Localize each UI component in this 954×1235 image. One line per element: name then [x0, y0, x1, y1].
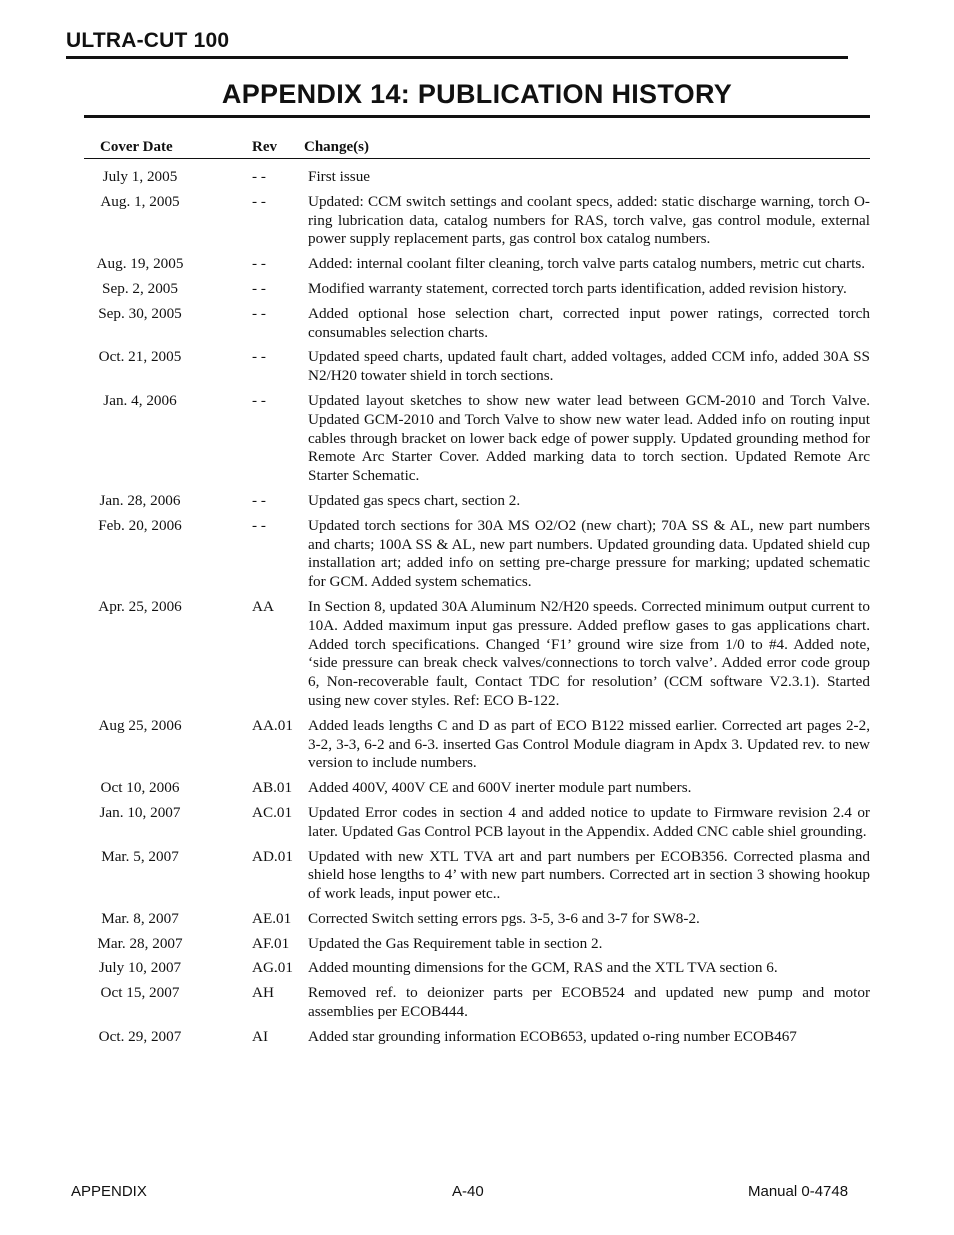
changes-cell: Added optional hose selection chart, corrected input power ratings, corrected torch consumables selection charts.: [308, 304, 870, 341]
rev-cell: - -: [252, 391, 266, 409]
rev-cell: - -: [252, 192, 266, 210]
rev-cell: - -: [252, 516, 266, 534]
table-row: [84, 935, 870, 954]
changes-cell: Updated speed charts, updated fault chart, added voltages, added CCM info, added 30A SS N2/H20 towater shield in torch sections.: [308, 348, 870, 385]
table-row: [84, 193, 870, 249]
rev-cell: - -: [252, 304, 266, 322]
table-row: [84, 959, 870, 978]
cover-date-cell: Oct. 29, 2007: [98, 1027, 182, 1045]
running-header-title: ULTRA-CUT 100: [66, 29, 230, 52]
publication-history-table: [84, 168, 870, 1053]
page-title: APPENDIX 14: PUBLICATION HISTORY: [221, 79, 733, 109]
cover-date-cell: Sep. 30, 2005: [98, 304, 182, 322]
changes-cell: Updated: CCM switch settings and coolant specs, added: static discharge warning, torch O-ring lubrication data, catalog numbers for RAS, torch valve, gas control module, external power supply replacement parts, gas control box catalog numbers.: [308, 192, 870, 248]
changes-cell: Updated Error codes in section 4 and added notice to update to Firmware revision 2.4 or later. Updated Gas Control PCB layout in the Appendix. Added CNC cable shiel grounding.: [308, 803, 870, 840]
table-row: [84, 280, 870, 299]
changes-cell: Modified warranty statement, corrected torch parts identification, added revision history.: [308, 279, 847, 297]
rev-cell: AD.01: [252, 847, 293, 865]
cover-date-cell: Aug. 19, 2005: [96, 255, 184, 273]
table-row: [84, 984, 870, 1022]
table-row: [84, 779, 870, 798]
footer-section: APPENDIX: [71, 1183, 147, 1200]
rev-cell: AG.01: [252, 959, 293, 977]
rev-cell: - -: [252, 491, 266, 509]
rev-cell: AI: [252, 1027, 269, 1045]
rev-cell: AB.01: [252, 779, 293, 797]
cover-date-cell: Sep. 2, 2005: [102, 279, 178, 297]
footer-manual-number: Manual 0-4748: [748, 1183, 849, 1200]
rev-cell: - -: [252, 279, 266, 297]
table-row: [84, 255, 870, 274]
rev-cell: AE.01: [252, 909, 292, 927]
cover-date-cell: Mar. 5, 2007: [101, 847, 179, 865]
rev-cell: AF.01: [252, 934, 290, 952]
changes-cell: Updated the Gas Requirement table in section 2.: [308, 934, 603, 952]
table-row: [84, 717, 870, 773]
table-row: [84, 848, 870, 904]
changes-cell: Added: internal coolant filter cleaning, torch valve parts catalog numbers, metric cut charts.: [308, 255, 866, 273]
cover-date-cell: Oct. 21, 2005: [98, 348, 182, 366]
changes-cell: Updated with new XTL TVA art and part numbers per ECOB356. Corrected plasma and shield hose lengths to 4’ with new part numbers. Corrected art in section 3 showing hookup of work leads, input power etc..: [308, 847, 870, 903]
column-header-cover-date: Cover Date: [100, 139, 173, 155]
rev-cell: - -: [252, 255, 266, 273]
changes-cell: In Section 8, updated 30A Aluminum N2/H20 speeds. Corrected minimum output current to 10A. Added maximum input gas pressure. Added preflow gases to gas applications chart. Added torch specifications. Changed ‘F1’ ground wire size from 1/0 to #4. Added note, ‘side pressure can break check valves/connections to torch valve’. Added error code group 6, Non-recoverable fault, Contact TDC for resolution’ (CCM software V2.3.1). Started using new cover styles. Ref: ECO B-122.: [308, 597, 870, 709]
changes-cell: Updated gas specs chart, section 2.: [308, 491, 521, 509]
rev-cell: AH: [252, 984, 274, 1002]
cover-date-cell: Aug 25, 2006: [98, 716, 182, 734]
table-row: [84, 517, 870, 592]
changes-cell: Added leads lengths C and D as part of ECO B122 missed earlier. Corrected art pages 2-2, 3-2, 3-3, 6-2 and 6-3. inserted Gas Control Module diagram in Apdx 3. Updated rev. to new version to include numbers.: [308, 716, 870, 772]
cover-date-cell: Oct 15, 2007: [100, 984, 180, 1002]
cover-date-cell: July 1, 2005: [102, 168, 178, 185]
cover-date-cell: Mar. 8, 2007: [101, 909, 179, 927]
changes-cell: Added mounting dimensions for the GCM, RAS and the XTL TVA section 6.: [308, 959, 778, 977]
column-header-changes: Change(s): [304, 139, 370, 155]
cover-date-cell: Oct 10, 2006: [100, 779, 180, 797]
changes-cell: Added star grounding information ECOB653, updated o-ring number ECOB467: [308, 1027, 797, 1045]
changes-cell: Added 400V, 400V CE and 600V inerter module part numbers.: [308, 779, 692, 797]
cover-date-cell: Aug. 1, 2005: [100, 192, 180, 210]
table-row: [84, 392, 870, 486]
table-row: [84, 598, 870, 711]
header-rule: [66, 56, 848, 59]
changes-cell: Updated layout sketches to show new water lead between GCM-2010 and Torch Valve. Updated GCM-2010 and Torch Valve to show new water lead. Added info on routing input cables through bracket on lower back edge of power supply. Updated grounding method for Remote Arc Starter Cover. Added marking data to torch section. Updated Remote Arc Starter Schematic.: [308, 391, 870, 485]
column-header-rev: Rev: [252, 139, 277, 155]
cover-date-cell: Apr. 25, 2006: [98, 597, 182, 615]
table-row: [84, 305, 870, 343]
changes-cell: Updated torch sections for 30A MS O2/O2 (new chart); 70A SS & AL, new part numbers and charts; 100A SS & AL, new part numbers. Updated grounding data. Updated shield cup installation art; added info on setting pre-charge pressure for marking; updated schematic for GCM. Added system schematics.: [308, 516, 870, 591]
changes-cell: First issue: [308, 168, 371, 185]
table-row: [84, 804, 870, 842]
table-row: [84, 168, 870, 187]
rev-cell: AA: [252, 597, 274, 615]
cover-date-cell: Jan. 4, 2006: [103, 391, 177, 409]
title-rule: [84, 115, 870, 118]
changes-cell: Corrected Switch setting errors pgs. 3-5, 3-6 and 3-7 for SW8-2.: [308, 909, 700, 927]
rev-cell: AC.01: [252, 803, 293, 821]
rev-cell: AA.01: [252, 716, 293, 734]
cover-date-cell: Mar. 28, 2007: [97, 934, 183, 952]
table-row: [84, 348, 870, 386]
rev-cell: - -: [252, 168, 266, 185]
table-row: [84, 492, 870, 511]
cover-date-cell: Jan. 10, 2007: [99, 803, 181, 821]
rev-cell: - -: [252, 348, 266, 366]
cover-date-cell: Feb. 20, 2006: [98, 516, 182, 534]
table-header-rule: [84, 158, 870, 159]
cover-date-cell: Jan. 28, 2006: [99, 491, 181, 509]
cover-date-cell: July 10, 2007: [98, 959, 182, 977]
table-row: [84, 910, 870, 929]
table-row: [84, 1028, 870, 1047]
changes-cell: Removed ref. to deionizer parts per ECOB524 and updated new pump and motor assemblies per ECOB444.: [308, 984, 870, 1021]
footer-page-number: A-40: [452, 1183, 484, 1200]
